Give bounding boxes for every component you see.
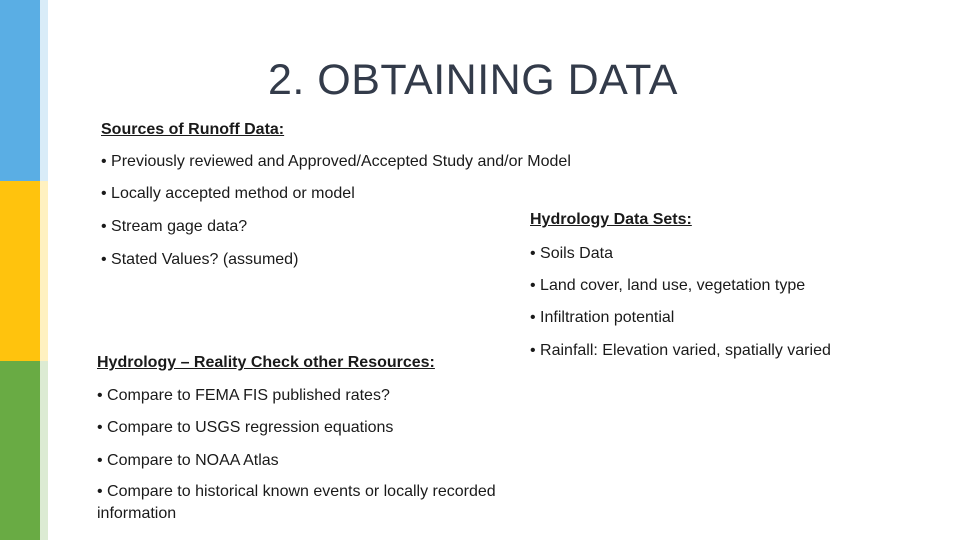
hydrology-item: • Infiltration potential — [530, 309, 675, 326]
reality-item: • Compare to NOAA Atlas — [97, 452, 279, 469]
reality-item: • Compare to FEMA FIS published rates? — [97, 387, 390, 404]
slide-title: 2. OBTAINING DATA — [268, 56, 678, 104]
runoff-heading: Sources of Runoff Data: — [101, 121, 285, 138]
hydrology-item: • Rainfall: Elevation varied, spatially varied — [530, 342, 831, 359]
runoff-item: • Locally accepted method or model — [101, 185, 355, 202]
runoff-item: • Stream gage data? — [101, 218, 248, 235]
hydrology-heading: Hydrology Data Sets: — [530, 211, 692, 228]
runoff-item: • Stated Values? (assumed) — [101, 251, 299, 268]
side-bar-green — [0, 361, 40, 540]
side-bar-yellow — [0, 181, 40, 361]
reality-item: • Compare to USGS regression equations — [97, 419, 394, 436]
hydrology-item: • Soils Data — [530, 245, 613, 262]
reality-heading: Hydrology – Reality Check other Resources: — [97, 354, 435, 371]
side-stripe-green — [40, 361, 48, 540]
side-stripe-blue — [40, 0, 48, 181]
runoff-item: • Previously reviewed and Approved/Accepted Study and/or Model — [101, 153, 571, 170]
side-bar-blue — [0, 0, 40, 181]
hydrology-item: • Land cover, land use, vegetation type — [530, 277, 806, 294]
side-stripe-yellow — [40, 181, 48, 361]
reality-item: • Compare to historical known events or locally recorded information — [97, 483, 496, 522]
